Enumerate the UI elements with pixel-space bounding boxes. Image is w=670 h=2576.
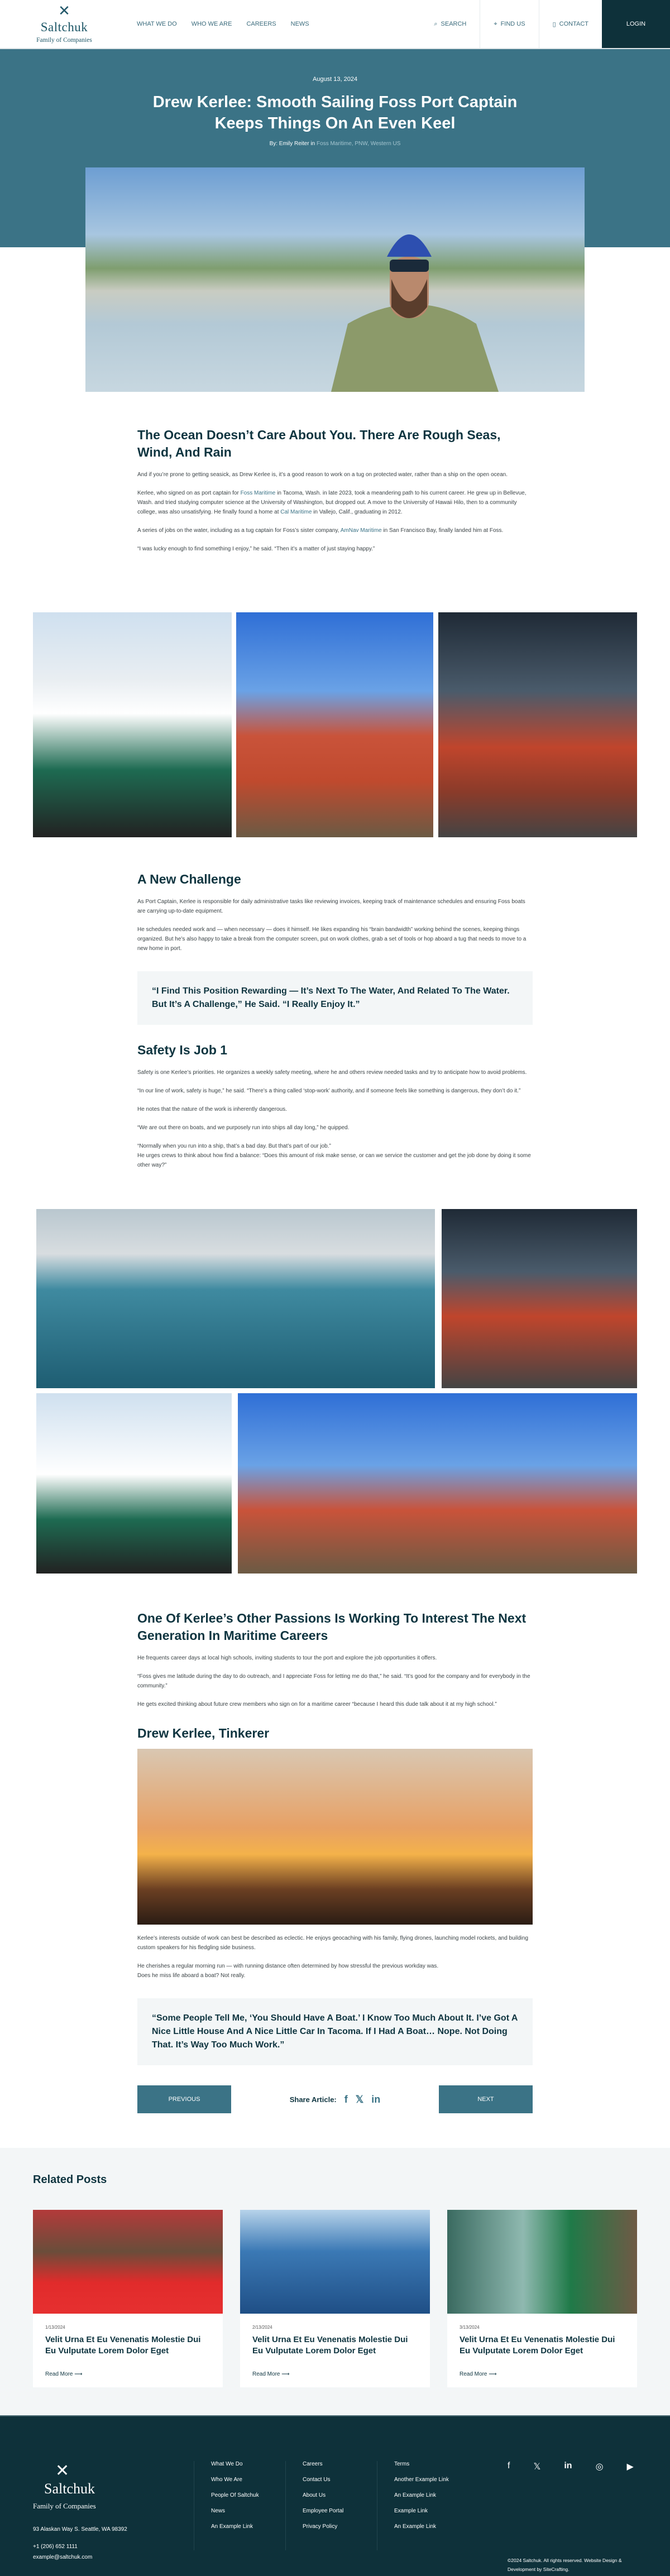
logo-subtitle: Family of Companies: [36, 37, 92, 44]
post-date: 3/13/2024: [460, 2325, 480, 2330]
text: “Normally when you run into a ship, that’s a bad day. But that’s part of our job.”: [137, 1143, 331, 1149]
byline: [0, 141, 670, 147]
search-icon: ⌕: [434, 20, 438, 27]
related-card[interactable]: [240, 2210, 430, 2387]
read-more-label: Read More: [252, 2371, 280, 2377]
related-card[interactable]: [33, 2210, 223, 2387]
arrow-right-icon: ⟶: [281, 2371, 290, 2377]
post-title[interactable]: Velit Urna Et Eu Venenatis Molestie Dui Eu Vulputate Lorem Dolor Eget: [252, 2335, 408, 2356]
paragraph: He schedules needed work and — when necessary — does it himself. He likes expanding his “brain bandwidth” working behind the scenes, keeping things organized. But he’s also happy to take a break from the computer screen, put on work clothes, grab a set of tools or hop aboard a tug that needs to move to a new home in port.: [137, 927, 527, 952]
instagram-icon[interactable]: ◎: [595, 2462, 604, 2472]
social-links: [508, 2461, 636, 2472]
foss-maritime-link[interactable]: Foss Maritime: [240, 490, 276, 496]
article-body: [137, 426, 533, 554]
previous-button[interactable]: PREVIOUS: [137, 2085, 231, 2113]
read-more-link[interactable]: [252, 2371, 418, 2377]
footer-link[interactable]: An Example Link: [394, 2492, 437, 2498]
utility-nav: [420, 0, 602, 48]
facebook-icon[interactable]: f: [508, 2461, 510, 2471]
footer-links-2: [285, 2461, 377, 2550]
byline-author: By: Emily Reiter in: [269, 141, 315, 147]
next-button[interactable]: NEXT: [439, 2085, 533, 2113]
related-posts: [0, 2148, 670, 2415]
read-more-label: Read More: [45, 2371, 73, 2377]
footer-link[interactable]: Who We Are: [211, 2477, 242, 2483]
text: in San Francisco Bay, finally landed him at Foss.: [381, 527, 504, 534]
saltchuk-logo[interactable]: [0, 0, 128, 48]
footer-link[interactable]: About Us: [303, 2492, 326, 2498]
read-more-label: Read More: [460, 2371, 487, 2377]
x-icon[interactable]: 𝕏: [533, 2462, 541, 2472]
paragraph: [137, 488, 533, 517]
paragraph: [137, 1141, 533, 1170]
main-nav: [128, 0, 420, 48]
tug-offshore-photo: [240, 2210, 430, 2314]
text: in Tacoma, Wash. in late 2023, took a meandering path to his current career. He grew up in Bellevue, Wash. and tried studying computer science at the University of Washington, but dropped out. A move to the University of Hawaii Hilo, then to a community college, was also unsatisfying. He finally found a home at: [137, 490, 527, 515]
footer-link[interactable]: An Example Link: [211, 2524, 253, 2530]
footer-link[interactable]: Contact Us: [303, 2477, 331, 2483]
share-article: [290, 2094, 381, 2105]
search-button[interactable]: [420, 0, 480, 48]
footer-logo-subtitle: Family of Companies: [33, 2502, 96, 2510]
contact-button[interactable]: [539, 0, 602, 48]
section-heading: A New Challenge: [137, 872, 241, 886]
article-pager: [137, 2085, 533, 2113]
text: Does he miss life aboard a boat? Not really.: [137, 1973, 246, 1979]
arrow-right-icon: ⟶: [489, 2371, 497, 2377]
post-title[interactable]: Velit Urna Et Eu Venenatis Molestie Dui Eu Vulputate Lorem Dolor Eget: [460, 2335, 615, 2356]
text: He urges crews to think about how find a balance: “Does this amount of risk make sense, or can we service the customer and get the job done by doing it some other way?”: [137, 1153, 531, 1168]
bird-logo-icon: ✕: [55, 2462, 70, 2480]
footer-link[interactable]: People Of Saltchuk: [211, 2492, 259, 2498]
employee-portrait-photo: [447, 2210, 637, 2314]
related-card[interactable]: [447, 2210, 637, 2387]
tugboat-photo: [33, 612, 232, 837]
footer-address: 93 Alaskan Way S. Seattle, WA 98392: [33, 2526, 127, 2532]
bird-logo-icon: ✕: [58, 2, 70, 19]
paragraph: “I was lucky enough to find something I enjoy,” he said. “Then it’s a matter of just staying happy.”: [137, 546, 375, 552]
paragraph: He notes that the nature of the work is inherently dangerous.: [137, 1106, 287, 1112]
related-heading: Related Posts: [33, 2174, 107, 2186]
footer-link[interactable]: Privacy Policy: [303, 2524, 338, 2530]
byline-categories[interactable]: Foss Maritime, PNW, Western US: [317, 141, 401, 147]
paragraph: Safety is one Kerlee’s priorities. He organizes a weekly safety meeting, where he and others review needed tasks and try to anticipate how to avoid problems.: [137, 1069, 527, 1076]
hero-photo: [85, 167, 585, 392]
find-us-button[interactable]: [480, 0, 538, 48]
captain-lifejacket-photo: [236, 612, 433, 837]
photo-grid-2: [0, 1209, 670, 1574]
captain-working-photo: [438, 612, 637, 837]
cal-maritime-link[interactable]: Cal Maritime: [280, 509, 312, 515]
search-label: SEARCH: [441, 21, 467, 27]
copyright: ©2024 Saltchuk. All rights reserved. Website Design & Development by SiteCrafting.: [508, 2558, 622, 2572]
paragraph: “We are out there on boats, and we purposely run into ships all day long,” he quipped.: [137, 1125, 350, 1131]
paragraph: He gets excited thinking about future crew members who sign on for a maritime career “because I heard this dude talk about it at my high school.”: [137, 1701, 497, 1707]
footer-link[interactable]: An Example Link: [394, 2524, 437, 2530]
section-heading: One Of Kerlee’s Other Passions Is Working To Interest The Next Generation In Maritime Careers: [137, 1611, 527, 1643]
tug-at-sea-photo: [36, 1209, 435, 1388]
paragraph: As Port Captain, Kerlee is responsible for daily administrative tasks like reviewing invoices, keeping track of maintenance schedules and ensuring Foss boats are carrying up-to-date equipment.: [137, 899, 525, 914]
related-cards: [33, 2210, 637, 2387]
captain-portrait-photo: [238, 1393, 637, 1574]
pull-quote: “I Find This Position Rewarding — It’s Next To The Water, And Related To The Water. But It’s A Challenge,” He Said. “I Really Enjoy It.”: [137, 971, 533, 1025]
article-date: August 13, 2024: [312, 76, 358, 83]
footer-links-1: [194, 2461, 285, 2550]
paragraph: Kerlee’s interests outside of work can best be described as eclectic. He enjoys geocaching with his family, flying drones, launching model rockets, and building custom speakers for his fledgling side business.: [137, 1935, 529, 1951]
logo-name: Saltchuk: [40, 20, 88, 34]
share-label: Share Article:: [289, 2095, 337, 2104]
text: in Vallejo, Calif., graduating in 2012.: [312, 509, 403, 515]
footer-logo-name: Saltchuk: [44, 2481, 95, 2497]
article-title: Drew Kerlee: Smooth Sailing Foss Port Captain Keeps Things On An Even Keel: [152, 93, 518, 132]
login-button[interactable]: LOGIN: [602, 0, 670, 48]
footer-link[interactable]: Another Example Link: [394, 2477, 449, 2483]
footer-brand: [33, 2461, 194, 2576]
captain-portrait: [309, 195, 521, 392]
facebook-icon[interactable]: f: [344, 2093, 348, 2105]
section-heading: The Ocean Doesn’t Care About You. There Are Rough Seas, Wind, And Rain: [137, 428, 501, 459]
arrow-right-icon: ⟶: [74, 2371, 83, 2377]
paragraph: [137, 526, 533, 535]
paragraph: “In our line of work, safety is huge,” he said. “There’s a thing called ‘stop-work’ authority, and if someone feels like something is dangerous, they don’t do it.”: [137, 1088, 521, 1094]
post-date: 2/13/2024: [252, 2325, 272, 2330]
section-passions: [137, 1610, 533, 2113]
linkedin-icon[interactable]: in: [371, 2093, 381, 2105]
career-fair-photo: [33, 2210, 223, 2314]
footer-link[interactable]: Careers: [303, 2461, 323, 2467]
pull-quote: “Some People Tell Me, ‘You Should Have A Boat.’ I Know Too Much About It. I’ve Got A Nice Little House And A Nice Little Car In Tacoma. If I Had A Boat… Nope. Not Doing That. It’s Way Too Much Work.”: [137, 1998, 533, 2065]
footer-link[interactable]: Employee Portal: [303, 2508, 344, 2514]
paragraph: He frequents career days at local high schools, inviting students to tour the port and explore the job opportunities it offers.: [137, 1655, 437, 1661]
site-footer: [0, 2415, 670, 2576]
post-date: 1/13/2024: [45, 2325, 65, 2330]
phone-icon: ▯: [552, 21, 556, 28]
section-heading: Drew Kerlee, Tinkerer: [137, 1726, 270, 1740]
amnav-maritime-link[interactable]: AmNav Maritime: [340, 527, 382, 534]
text: A series of jobs on the water, including as a tug captain for Foss’s sister company,: [137, 527, 341, 534]
footer-phone[interactable]: +1 (206) 652 1111: [33, 2544, 78, 2550]
nav-news[interactable]: NEWS: [290, 21, 309, 27]
tugboat-dock-photo: [36, 1393, 232, 1574]
paragraph: “Foss gives me latitude during the day to do outreach, and I appreciate Foss for letting me do that,” he said. “It’s good for the company and for everybody in the community.”: [137, 1673, 530, 1689]
site-header: [0, 0, 670, 49]
post-title[interactable]: Velit Urna Et Eu Venenatis Molestie Dui Eu Vulputate Lorem Dolor Eget: [45, 2335, 201, 2356]
footer-link[interactable]: Example Link: [394, 2508, 428, 2514]
section-heading: Safety Is Job 1: [137, 1043, 228, 1057]
footer-right: [508, 2461, 636, 2576]
footer-link[interactable]: Terms: [394, 2461, 410, 2467]
x-icon[interactable]: 𝕏: [355, 2093, 364, 2105]
drone-sunset-photo: [137, 1749, 533, 1925]
footer-link[interactable]: News: [211, 2508, 226, 2514]
footer-link[interactable]: What We Do: [211, 2461, 243, 2467]
linkedin-icon[interactable]: in: [564, 2461, 572, 2471]
text: Kerlee, who signed on as port captain for: [137, 490, 241, 496]
footer-email[interactable]: example@saltchuk.com: [33, 2554, 93, 2560]
text: He cherishes a regular morning run — with running distance often determined by how stressful the previous workday was.: [137, 1963, 439, 1969]
map-pin-icon: ⌖: [494, 20, 497, 27]
captain-gear-photo: [442, 1209, 637, 1388]
section-new-challenge: [137, 871, 533, 1170]
nav-what-we-do[interactable]: WHAT WE DO: [137, 21, 177, 27]
read-more-link[interactable]: [460, 2371, 625, 2377]
contact-label: CONTACT: [559, 21, 588, 27]
nav-who-we-are[interactable]: WHO WE ARE: [191, 21, 232, 27]
youtube-icon[interactable]: ▶: [626, 2462, 634, 2472]
footer-links-3: [377, 2461, 468, 2550]
paragraph: [137, 1961, 533, 1980]
read-more-link[interactable]: [45, 2371, 210, 2377]
nav-careers[interactable]: CAREERS: [246, 21, 276, 27]
photo-row-1: [0, 612, 670, 837]
find-us-label: FIND US: [500, 21, 525, 27]
paragraph: And if you’re prone to getting seasick, as Drew Kerlee is, it’s a good reason to work on a tug on protected water, rather than a ship on the open ocean.: [137, 472, 508, 478]
